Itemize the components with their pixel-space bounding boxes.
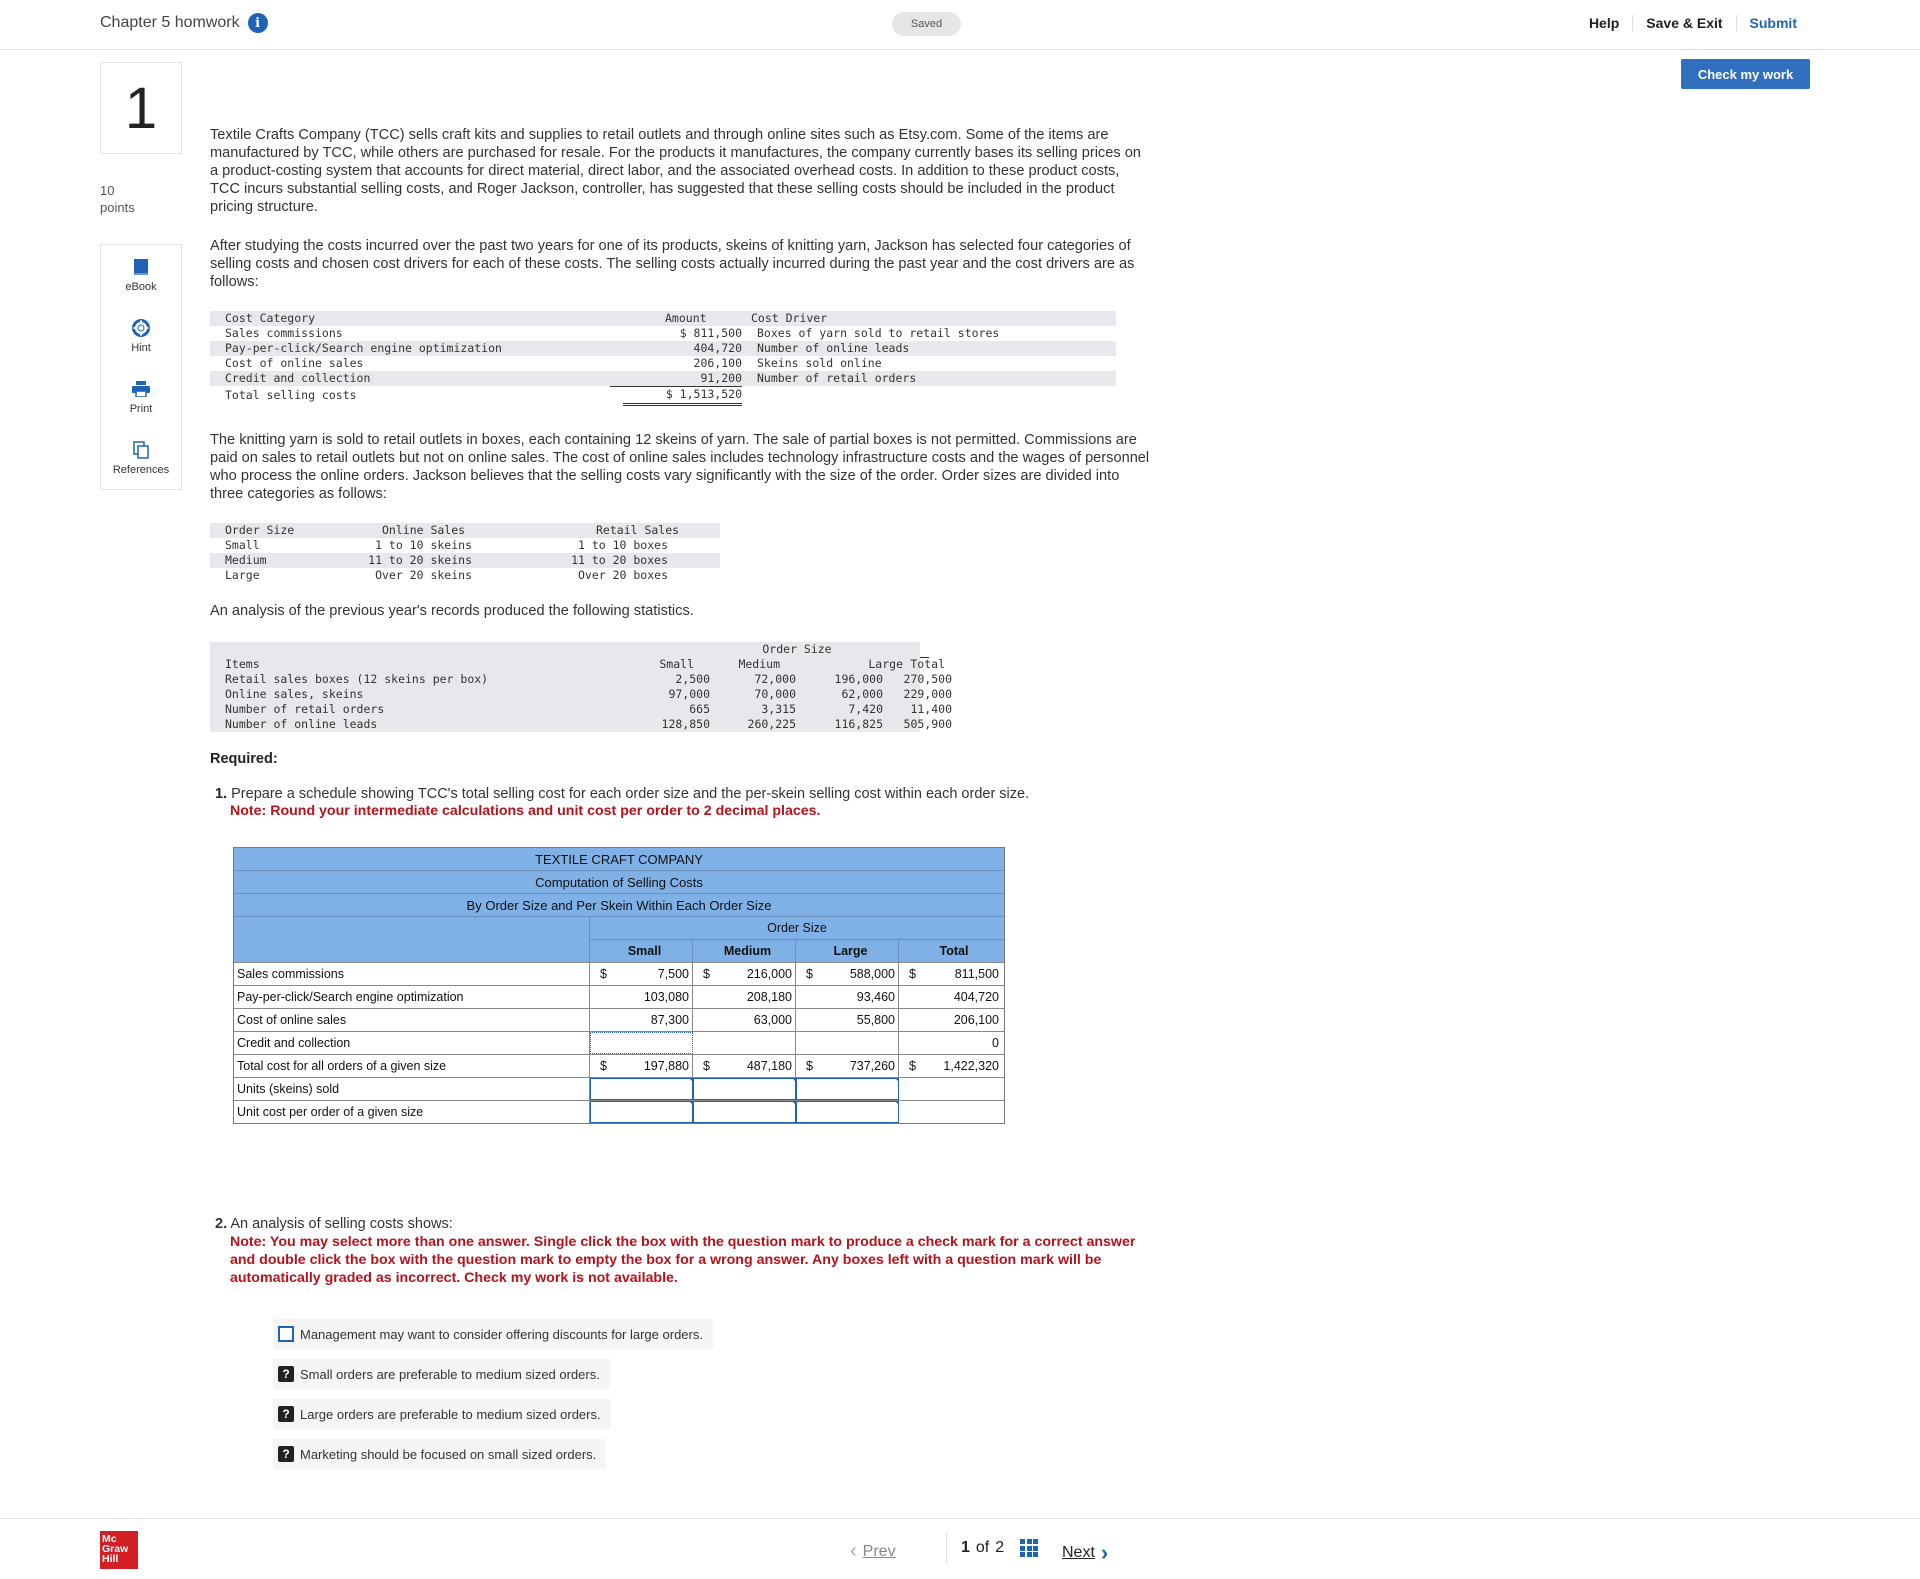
points-label: points [100, 200, 135, 215]
points-info [100, 182, 135, 216]
online-sales-cell: 1 to 10 skeins [375, 538, 472, 552]
cost-driver-cell: Number of retail orders [757, 371, 917, 385]
dollar-sign: $ [703, 1059, 710, 1073]
small-cell: 665 [689, 702, 710, 716]
question-number: 1 [100, 62, 182, 154]
chevron-right-icon: › [1100, 1540, 1109, 1565]
large-input[interactable] [796, 1032, 899, 1054]
order-size-table [210, 523, 720, 583]
small-value: 87,300 [650, 1013, 689, 1027]
question-1 [215, 786, 1029, 819]
answer-option[interactable] [273, 1399, 611, 1429]
item-cell: Number of retail orders [225, 702, 385, 716]
medium-cell: 70,000 [754, 687, 796, 701]
schedule-subtitle-2: By Order Size and Per Skein Within Each Order Size [234, 894, 1004, 917]
total-input[interactable] [899, 1078, 1002, 1100]
question-mark-checkbox[interactable]: ? [278, 1366, 294, 1382]
table-row [210, 341, 1116, 356]
total-cell: 11,400 [910, 702, 952, 716]
references-tool[interactable] [101, 428, 181, 489]
stats-header-row [210, 657, 945, 672]
page-of: of [975, 1539, 990, 1556]
dollar-sign: $ [600, 1059, 607, 1073]
hint-label: Hint [131, 342, 151, 354]
blank-header-cell [234, 940, 590, 962]
amount-cell: 91,200 [610, 371, 742, 387]
large-value: 737,260 [849, 1059, 895, 1073]
statistics-table [210, 642, 952, 732]
large-header: Large [868, 657, 903, 671]
large-input[interactable] [796, 963, 899, 985]
q1-number: 1. [215, 786, 228, 802]
print-label: Print [129, 403, 153, 415]
lifebuoy-icon [132, 319, 150, 337]
row-label: Cost of online sales [234, 1009, 590, 1031]
order-size-group-row [234, 917, 1004, 940]
submit-link[interactable]: Submit [1736, 15, 1810, 31]
dollar-sign: $ [806, 1059, 813, 1073]
table-row [210, 356, 1116, 371]
small-value: 197,880 [643, 1059, 689, 1073]
online-sales-cell: Over 20 skeins [375, 568, 472, 582]
footer-bar [0, 1518, 1920, 1579]
amount-cell: $ 811,500 [679, 326, 742, 340]
large-cell: 196,000 [834, 672, 883, 686]
schedule-row [234, 962, 1004, 985]
large-input[interactable] [796, 986, 899, 1008]
points-value: 10 [100, 183, 115, 198]
order-size-group-header: Order Size [665, 642, 929, 658]
prev-label: Prev [862, 1542, 896, 1560]
option-text: Small orders are preferable to medium sized orders. [300, 1366, 600, 1382]
dollar-sign: $ [703, 967, 710, 981]
option-text: Large orders are preferable to medium sized orders. [300, 1406, 601, 1422]
cost-category-cell: Cost of online sales [225, 356, 364, 370]
print-tool[interactable] [101, 367, 181, 428]
schedule-row [234, 985, 1004, 1008]
small-input[interactable] [590, 1009, 693, 1031]
large-input[interactable] [796, 1055, 899, 1077]
order-size-header: Order Size [590, 917, 1004, 940]
cost-category-header: Cost Category [225, 311, 316, 325]
question-mark-checkbox[interactable]: ? [278, 1446, 294, 1462]
top-links [1576, 15, 1810, 31]
cost-driver-cell: Number of online leads [757, 341, 910, 355]
order-size-cell: Small [225, 538, 260, 552]
item-cell: Online sales, skeins [225, 687, 364, 701]
table-row [210, 568, 720, 583]
retail-sales-cell: 1 to 10 boxes [577, 538, 668, 552]
items-header: Items [225, 657, 260, 671]
ebook-tool[interactable] [101, 245, 181, 306]
total-header: Total [910, 657, 945, 671]
table-row [210, 326, 1116, 341]
retail-sales-header: Retail Sales [596, 523, 680, 537]
total-value: 206,100 [953, 1013, 999, 1027]
intro-paragraph-3: The knitting yarn is sold to retail outlets in boxes, each containing 12 skeins of yarn. The sale of partial boxes is not permitted. Commissions are paid on sales to retail outlets but not on online sales. The cost of online sales includes technology infrastructure costs and the wages of personnel who process the online orders. Jackson believes that the selling costs vary significantly with the size of the order. Order sizes are divided into three categories as follows: [210, 432, 1150, 502]
q2-text: An analysis of selling costs shows: [230, 1216, 453, 1232]
small-input[interactable] [590, 1032, 693, 1054]
total-cell: 229,000 [903, 687, 952, 701]
intro-paragraph-1: Textile Crafts Company (TCC) sells craft kits and supplies to retail outlets and through online sites such as Etsy.com. Some of the items are manufactured by TCC, while others are purchased for resale. For the products it manufactures, the company currently bases its selling prices on a product-costing system that accounts for direct material, direct labor, and the associated overhead costs. In addition to these product costs, TCC incurs substantial selling costs, and Roger Jackson, controller, has suggested that these selling costs should be included in the product pricing structure. [210, 127, 1141, 215]
row-label: Credit and collection [234, 1032, 590, 1054]
row-label: Sales commissions [234, 963, 590, 985]
tools-panel [100, 244, 182, 490]
logo-line: Graw [102, 1543, 129, 1555]
cost-category-table [210, 311, 1116, 405]
printer-icon [132, 380, 150, 398]
table-row [210, 371, 1116, 386]
saved-status-badge: Saved [892, 12, 961, 36]
medium-input[interactable] [693, 1101, 796, 1123]
retail-sales-cell: 11 to 20 boxes [571, 553, 668, 567]
total-value: 811,500 [954, 967, 999, 981]
amount-header: Amount [665, 311, 707, 325]
table-row [210, 687, 952, 702]
large-cell: 116,825 [834, 717, 883, 731]
total-amount: $ 1,513,520 [623, 386, 742, 406]
medium-value: 216,000 [746, 967, 792, 981]
small-input[interactable] [590, 1078, 693, 1100]
cost-category-cell: Sales commissions [225, 326, 343, 340]
medium-input[interactable] [693, 1078, 796, 1100]
table-row [210, 672, 952, 687]
row-label: Total cost for all orders of a given size [234, 1055, 590, 1077]
save-exit-link[interactable]: Save & Exit [1632, 15, 1735, 31]
medium-cell: 3,315 [761, 702, 796, 716]
table-row [210, 553, 720, 568]
option-text: Marketing should be focused on small sized orders. [300, 1446, 597, 1462]
blank-header-cell [234, 917, 590, 940]
row-label: Unit cost per order of a given size [234, 1101, 590, 1123]
next-label: Next [1062, 1544, 1095, 1561]
online-sales-header: Online Sales [382, 523, 466, 537]
total-input[interactable] [899, 1009, 1002, 1031]
table-row [210, 702, 952, 717]
row-label: Units (skeins) sold [234, 1078, 590, 1100]
selling-cost-schedule [233, 847, 1005, 1124]
total-cell: 505,900 [903, 717, 952, 731]
assignment-title [100, 13, 268, 33]
total-input[interactable] [899, 1032, 1002, 1054]
medium-input[interactable] [693, 1032, 796, 1054]
cost-driver-header: Cost Driver [751, 311, 828, 325]
order-size-cell: Medium [225, 553, 267, 567]
small-input[interactable] [590, 963, 693, 985]
dollar-sign: $ [909, 967, 916, 981]
answer-option[interactable] [273, 1439, 606, 1469]
large-input[interactable] [796, 1009, 899, 1031]
answer-option[interactable] [273, 1319, 713, 1349]
chevron-left-icon: ‹ [850, 1540, 857, 1562]
small-column-header: Small [590, 940, 693, 962]
q1-note: Note: Round your intermediate calculations and unit cost per order to 2 decimal places. [230, 803, 821, 819]
total-row [210, 386, 1116, 405]
cost-category-cell: Credit and collection [225, 371, 371, 385]
medium-input[interactable] [693, 986, 796, 1008]
table-row [210, 538, 720, 553]
help-link[interactable]: Help [1588, 15, 1620, 31]
amount-cell: 206,100 [693, 356, 742, 370]
large-input[interactable] [796, 1078, 899, 1100]
total-input[interactable] [899, 1101, 1002, 1123]
total-label: Total selling costs [225, 388, 357, 402]
total-cell: 270,500 [903, 672, 952, 686]
check-my-work-button[interactable]: Check my work [1681, 59, 1810, 89]
dollar-sign: $ [806, 967, 813, 981]
large-value: 93,460 [856, 990, 895, 1004]
medium-cell: 72,000 [754, 672, 796, 686]
q2-number: 2. [215, 1216, 228, 1232]
small-input[interactable] [590, 986, 693, 1008]
schedule-row [234, 1077, 1004, 1100]
small-cell: 128,850 [661, 717, 710, 731]
intro-paragraph-2: After studying the costs incurred over the past two years for one of its products, skeins of knitting yarn, Jackson has selected four categories of selling costs and chosen cost drivers for each of these costs. The selling costs actually incurred during the past year and the cost drivers are as follows: [210, 238, 1135, 290]
online-sales-cell: 11 to 20 skeins [368, 553, 472, 567]
required-heading: Required: [210, 751, 278, 767]
schedule-title: TEXTILE CRAFT COMPANY [234, 848, 1004, 871]
schedule-subtitle: Computation of Selling Costs [234, 871, 1004, 894]
large-value: 588,000 [849, 967, 895, 981]
references-icon [132, 441, 150, 459]
total-input[interactable] [899, 986, 1002, 1008]
large-column-header: Large [796, 940, 899, 962]
info-icon[interactable]: i [248, 13, 268, 33]
large-value: 55,800 [856, 1013, 895, 1027]
total-value: 0 [992, 1036, 999, 1050]
medium-value: 487,180 [746, 1059, 792, 1073]
ebook-label: eBook [125, 281, 157, 293]
prev-button[interactable] [850, 1540, 896, 1563]
top-bar [0, 0, 1920, 50]
order-size-header [210, 523, 720, 538]
medium-value: 63,000 [753, 1013, 792, 1027]
order-size-header-cell: Order Size [225, 523, 295, 537]
question-2 [215, 1215, 1160, 1287]
large-input[interactable] [796, 1101, 899, 1123]
small-value: 103,080 [643, 990, 689, 1004]
schedule-row [234, 1100, 1004, 1123]
large-cell: 7,420 [848, 702, 883, 716]
next-button[interactable] [1062, 1540, 1108, 1566]
small-input[interactable] [590, 1055, 693, 1077]
q1-text: Prepare a schedule showing TCC's total selling cost for each order size and the per-skein selling cost within each order size. [231, 786, 1030, 802]
medium-input[interactable] [693, 1055, 796, 1077]
cost-category-cell: Pay-per-click/Search engine optimization [225, 341, 502, 355]
page-current: 1 [961, 1539, 970, 1556]
page-total: 2 [995, 1539, 1005, 1556]
page-indicator[interactable] [946, 1533, 1038, 1563]
references-label: References [112, 464, 170, 476]
medium-header: Medium [738, 657, 780, 671]
mcgraw-hill-logo [100, 1531, 138, 1569]
dollar-sign: $ [909, 1059, 916, 1073]
small-cell: 97,000 [668, 687, 710, 701]
row-label: Pay-per-click/Search engine optimization [234, 986, 590, 1008]
total-column-header: Total [939, 944, 969, 958]
medium-input[interactable] [693, 963, 796, 985]
checkbox-empty[interactable] [278, 1326, 294, 1342]
item-cell: Number of online leads [225, 717, 378, 731]
amount-cell: 404,720 [693, 341, 742, 355]
schedule-row [234, 1031, 1004, 1054]
chapter-title: Chapter 5 homwork [100, 14, 240, 31]
stats-group-header [210, 642, 920, 657]
intro-paragraph-4: An analysis of the previous year's records produced the following statistics. [210, 603, 694, 619]
table-row [210, 717, 952, 732]
logo-line: Hill [102, 1553, 119, 1565]
cost-table-header [210, 311, 1116, 326]
q2-note: Note: You may select more than one answer. Single click the box with the question mark to produce a check mark for a correct answer and double click the box with the question mark to empty the box for a wrong answer. Any boxes left with a question mark will be automatically graded as incorrect. Check my work is not available. [230, 1234, 1136, 1286]
total-value: 404,720 [953, 990, 999, 1004]
cost-driver-cell: Skeins sold online [757, 356, 882, 370]
medium-input[interactable] [693, 1009, 796, 1031]
answer-option[interactable] [273, 1359, 610, 1389]
small-header: Small [659, 657, 694, 671]
hint-tool[interactable] [101, 306, 181, 367]
large-cell: 62,000 [841, 687, 883, 701]
total-value: 1,422,320 [943, 1059, 999, 1073]
order-size-cell: Large [225, 568, 260, 582]
question-mark-checkbox[interactable]: ? [278, 1406, 294, 1422]
total-input[interactable] [899, 963, 1002, 985]
item-cell: Retail sales boxes (12 skeins per box) [225, 672, 489, 686]
grid-icon[interactable] [1020, 1539, 1038, 1557]
medium-cell: 260,225 [747, 717, 796, 731]
small-input[interactable] [590, 1101, 693, 1123]
medium-column-header: Medium [693, 940, 796, 962]
retail-sales-cell: Over 20 boxes [577, 568, 668, 582]
schedule-row [234, 1054, 1004, 1077]
book-icon [132, 258, 150, 276]
dollar-sign: $ [600, 967, 607, 981]
total-input[interactable] [899, 1055, 1002, 1077]
small-value: 7,500 [657, 967, 689, 981]
logo-line: Mc [102, 1533, 117, 1545]
option-text: Management may want to consider offering discounts for large orders. [300, 1326, 703, 1342]
schedule-row [234, 1008, 1004, 1031]
column-header-row [234, 940, 1004, 962]
small-cell: 2,500 [675, 672, 710, 686]
medium-value: 208,180 [746, 990, 792, 1004]
cost-driver-cell: Boxes of yarn sold to retail stores [757, 326, 1000, 340]
